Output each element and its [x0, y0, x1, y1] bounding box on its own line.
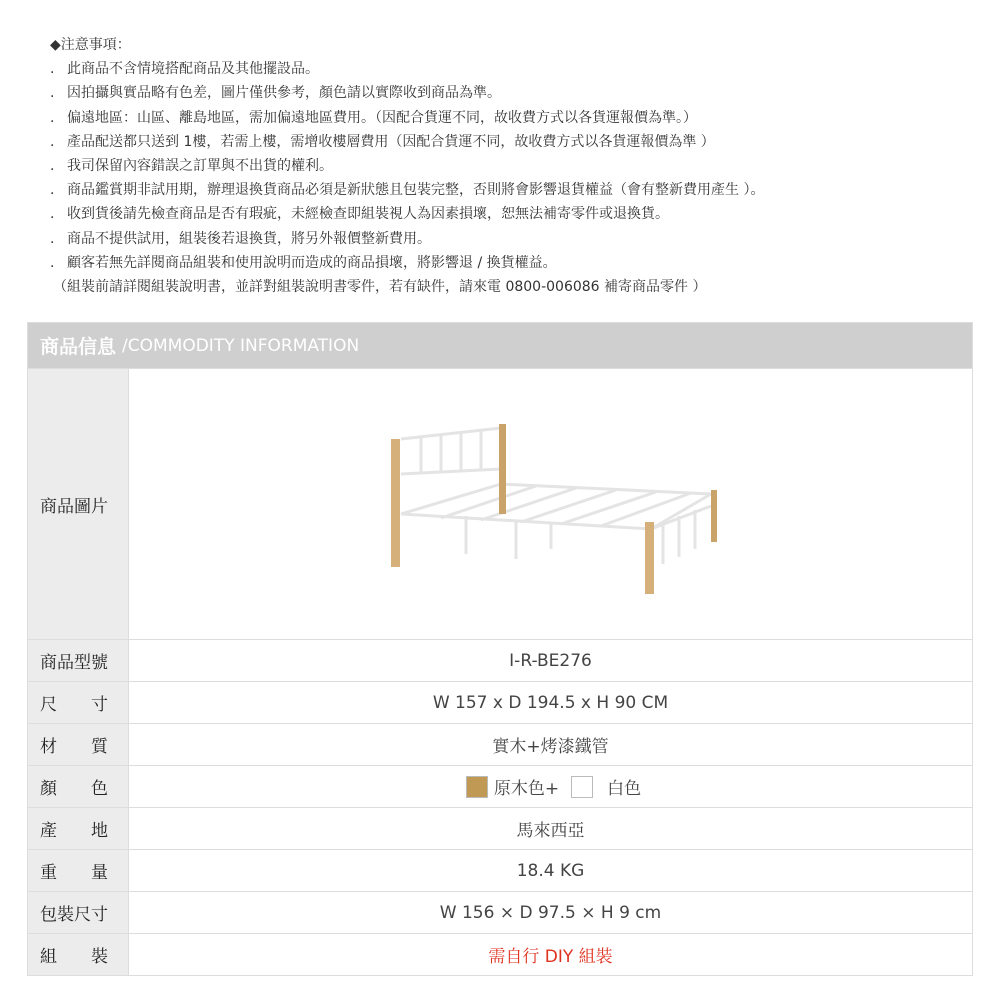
spec-row: [28, 933, 972, 975]
row-value: I-R-BE276: [509, 650, 592, 671]
note-item: [50, 178, 764, 202]
note-item: [50, 227, 764, 251]
note-text: 產品配送都只送到 1樓，若需上樓，需增收樓層費用（因配合貨運不同，故收費方式以各貨運報價為準 ）: [67, 133, 715, 150]
wood-color-label: 原木色+: [493, 779, 560, 799]
row-value-cell: [129, 892, 972, 933]
row-label: 商品型號: [28, 640, 129, 681]
bullet: .: [50, 85, 55, 102]
row-label: 顏 色: [28, 766, 129, 807]
bullet: .: [50, 61, 55, 78]
note-item: [50, 57, 764, 81]
bullet: .: [50, 206, 55, 223]
white-color-swatch: [571, 776, 593, 798]
row-value-cell: [129, 850, 972, 891]
note-text: 此商品不含情境搭配商品及其他擺設品。: [67, 61, 319, 78]
row-value: 實木+烤漆鐵管: [492, 737, 609, 757]
row-label: 尺 寸: [28, 682, 129, 723]
bullet: .: [50, 109, 55, 126]
spec-row: [28, 849, 972, 891]
spec-row: [28, 681, 972, 723]
note-text: 顧客若無先詳閱商品組裝和使用說明而造成的商品損壞，將影響退 / 換貨權益。: [67, 254, 557, 271]
row-value: 18.4 KG: [516, 860, 585, 881]
row-value-cell: [129, 934, 972, 975]
row-value-cell: [129, 640, 972, 681]
bed-image: [381, 414, 721, 594]
note-text: 偏遠地區：山區、離島地區，需加偏遠地區費用。（因配合貨運不同，故收費方式以各貨運報價為準。）: [67, 109, 697, 126]
row-label: 組 裝: [28, 934, 129, 975]
bullet: .: [50, 182, 55, 199]
commodity-info-table: [27, 322, 973, 976]
note-item: [50, 251, 764, 275]
note-text: 收到貨後請先檢查商品是否有瑕疵，未經檢查即組裝視人為因素損壞，恕無法補寄零件或退換貨。: [67, 206, 669, 223]
row-label: 包裝尺寸: [28, 892, 129, 933]
wood-color-swatch: [466, 776, 488, 798]
row-label: 商品圖片: [28, 369, 129, 639]
row-value: 需自行 DIY 組裝: [488, 947, 613, 967]
note-text: 因拍攝與實品略有色差，圖片僅供參考，顏色請以實際收到商品為準。: [67, 85, 501, 102]
spec-row: [28, 639, 972, 681]
row-value-cell: [129, 808, 972, 849]
row-value-cell: [129, 682, 972, 723]
product-image: [129, 369, 972, 639]
spec-row: [28, 765, 972, 807]
note-item: [50, 154, 764, 178]
row-value-cell: [129, 724, 972, 765]
notes-footer: （組裝前請詳閱組裝說明書，並詳對組裝說明書零件，若有缺件，請來電 0800-006086 補寄商品零件 ）: [53, 279, 707, 296]
row-label: 重 量: [28, 850, 129, 891]
bullet: .: [50, 158, 55, 175]
row-image: [28, 368, 972, 639]
row-label: 產 地: [28, 808, 129, 849]
notes-section: [50, 33, 764, 299]
row-value: W 157 x D 194.5 x H 90 CM: [432, 692, 669, 713]
bullet: .: [50, 133, 55, 150]
note-text: 商品不提供試用，組裝後若退換貨，將另外報價整新費用。: [67, 230, 431, 247]
spec-row: [28, 807, 972, 849]
row-label: 材 質: [28, 724, 129, 765]
header-title-en: /COMMODITY INFORMATION: [122, 335, 360, 356]
note-item: [50, 130, 764, 154]
note-item: [50, 106, 764, 130]
notes-title: ◆注意事項：: [50, 37, 131, 53]
header-title-zh: 商品信息: [40, 336, 117, 358]
spec-row: [28, 723, 972, 765]
bullet: .: [50, 230, 55, 247]
white-color-label: 白色: [607, 779, 642, 799]
row-value-cell: [129, 766, 972, 807]
note-item: [50, 81, 764, 105]
bullet: .: [50, 254, 55, 271]
table-header: [28, 323, 972, 368]
row-value: 馬來西亞: [516, 821, 585, 841]
note-text: 我司保留內容錯誤之訂單與不出貨的權利。: [67, 158, 333, 175]
row-value: W 156 × D 97.5 × H 9 cm: [439, 902, 662, 923]
spec-row: [28, 891, 972, 933]
note-text: 商品鑑賞期非試用期，辦理退換貨商品必須是新狀態且包裝完整，否則將會影響退貨權益（會有整新費用產生 ）。: [67, 182, 765, 199]
note-item: [50, 202, 764, 226]
